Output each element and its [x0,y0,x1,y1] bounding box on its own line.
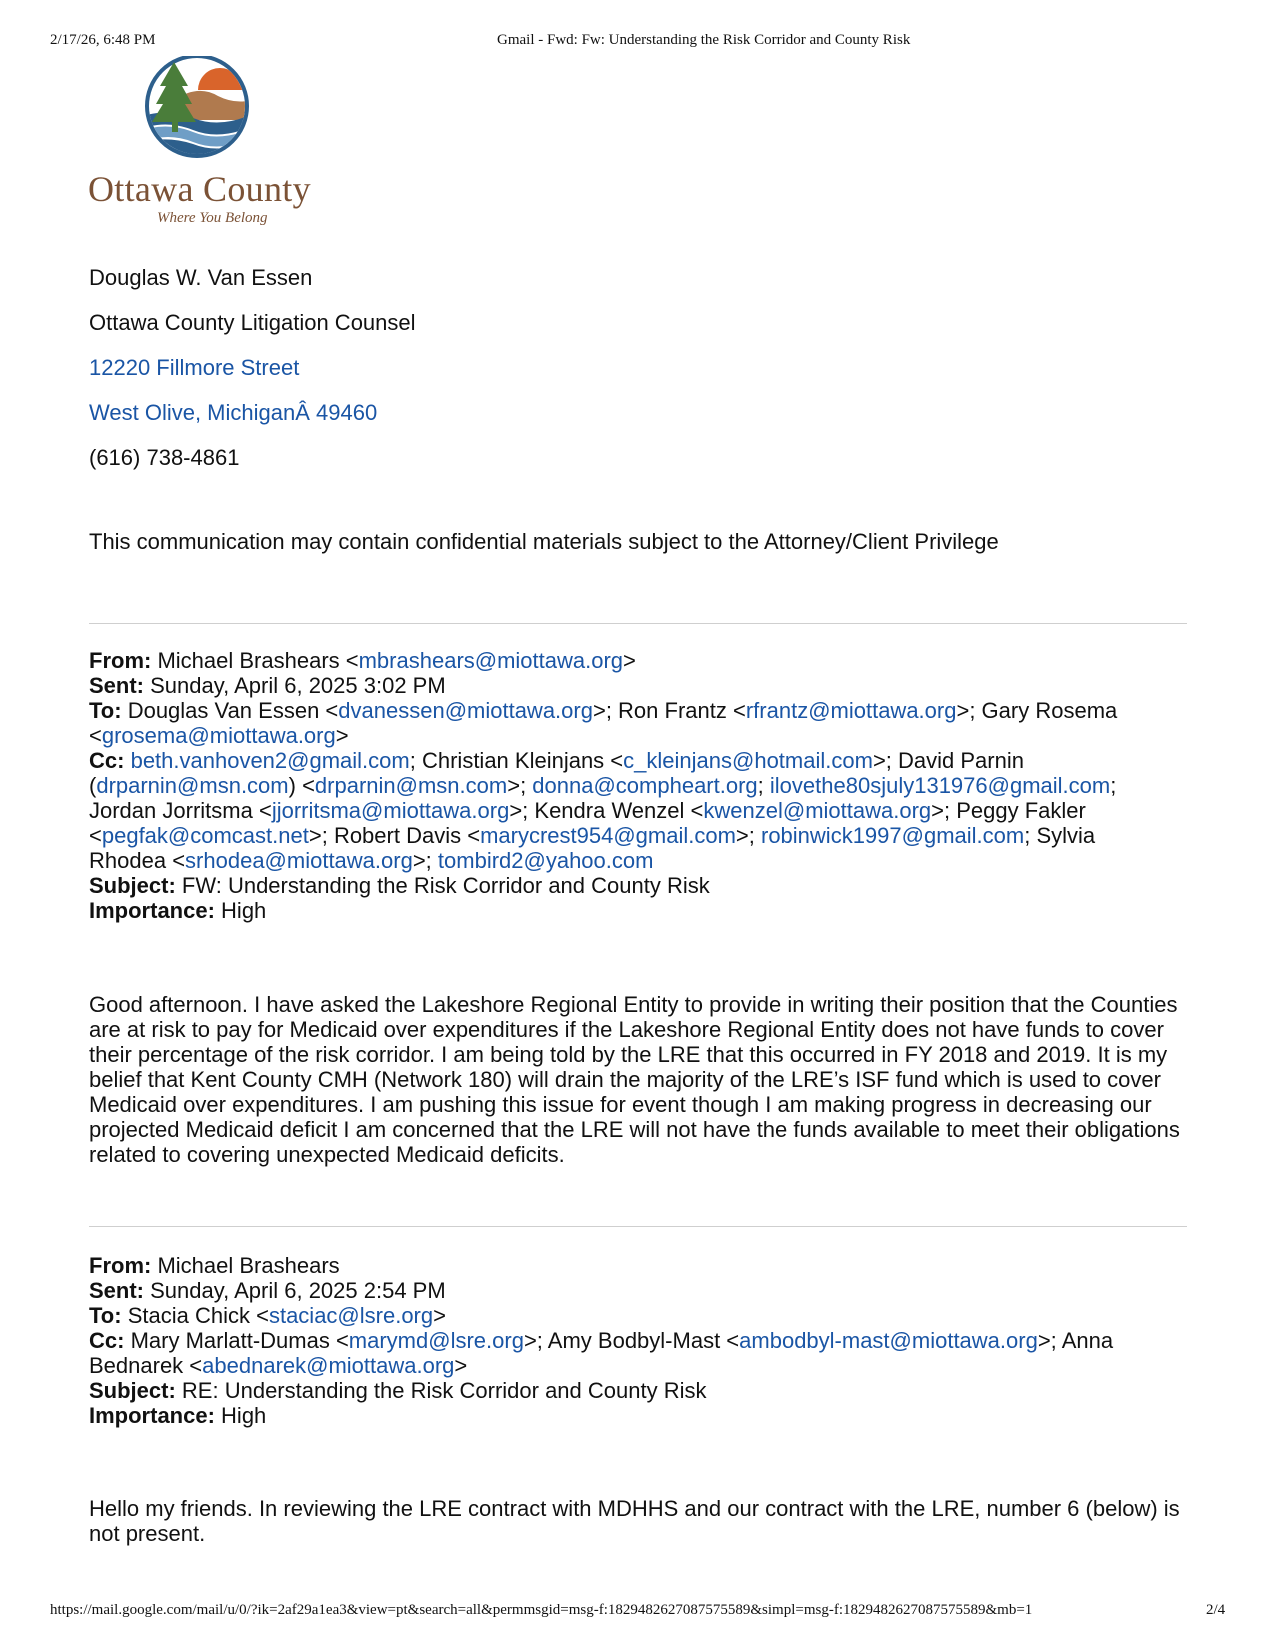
message1-cc-name: Jordan Jorritsma [89,798,253,823]
message1-cc-email[interactable]: srhodea@miottawa.org [185,848,413,873]
message2-to-email[interactable]: staciac@lsre.org [268,1303,434,1328]
message1-cc-name: Kendra Wenzel [534,798,685,823]
message1-cc-name: David Parnin [898,748,1024,773]
message1-cc-email[interactable]: beth.vanhoven2@gmail.com [130,748,410,773]
message1-importance: High [221,898,267,923]
from-label: From: [89,1253,152,1278]
print-url: https://mail.google.com/mail/u/0/?ik=2af29a1ea3&view=pt&search=all&permmsgid=msg-f:1829482627087575589&simpl=msg-f:1829482627087575589&mb=1 [50,1602,1033,1618]
message1-to-name: Gary Rosema [981,698,1118,723]
message1-cc-email[interactable]: kwenzel@miottawa.org [703,798,932,823]
message2-cc-name: Anna [1061,1328,1114,1353]
sent-label: Sent: [89,1278,144,1303]
message2-importance: High [221,1403,267,1428]
cc-label: Cc: [89,748,125,773]
message2-cc-name: Amy Bodbyl-Mast [547,1328,721,1353]
message1-to-name: Douglas Van Essen [127,698,320,723]
sent-label: Sent: [89,673,144,698]
from-label: From: [89,648,152,673]
message2-sent: Sunday, April 6, 2025 2:54 PM [150,1278,446,1303]
to-label: To: [89,698,122,723]
confidentiality-notice: This communication may contain confidential materials subject to the Attorney/Client Privilege [89,529,999,554]
message1-subject: FW: Understanding the Risk Corridor and County Risk [181,873,710,898]
message1-to-email[interactable]: grosema@miottawa.org [101,723,336,748]
divider [89,623,1187,624]
message1-cc-email[interactable]: tombird2@yahoo.com [437,848,654,873]
message1-from-name: Michael Brashears [157,648,340,673]
message2-cc-name: Bednarek [89,1353,184,1378]
message2-cc-name: Mary Marlatt-Dumas [130,1328,330,1353]
message1-to-email[interactable]: rfrantz@miottawa.org [745,698,957,723]
message1-to-email[interactable]: dvanessen@miottawa.org [338,698,593,723]
message1-cc-name: Robert Davis [333,823,462,848]
message1-cc-name: Christian Kleinjans [421,748,605,773]
message1-cc-email[interactable]: drparnin@msn.com [96,773,289,798]
message2-header: From: Michael Brashears Sent: Sunday, April 6, 2025 2:54 PM To: Stacia Chick <staciac@lsre.org> Cc: Mary Marlatt-Dumas <marymd@lsre.org>; Amy Bodbyl-Mast <ambodbyl-mast@miottawa.org>; Anna Bednarek <abednarek@miottawa.org> Subject: RE: Understanding the Risk Corridor and County Risk Importance: High [89,1253,1114,1428]
signature-title: Ottawa County Litigation Counsel [89,310,416,335]
message1-cc-email[interactable]: jjorritsma@miottawa.org [271,798,510,823]
subject-label: Subject: [89,873,176,898]
message1-cc-email[interactable]: ilovethe80sjuly131976@gmail.com [769,773,1111,798]
message1-cc-name: Sylvia [1036,823,1096,848]
message1-cc-email[interactable]: pegfak@comcast.net [101,823,309,848]
message1-cc-email[interactable]: robinwick1997@gmail.com [761,823,1025,848]
message2-cc-email[interactable]: marymd@lsre.org [348,1328,524,1353]
message2-to-name: Stacia Chick [127,1303,250,1328]
to-label: To: [89,1303,122,1328]
message1-cc-email[interactable]: drparnin@msn.com [314,773,508,798]
signature-phone: (616) 738-4861 [89,445,240,470]
message2-body: Hello my friends. In reviewing the LRE contract with MDHHS and our contract with the LRE, number 6 (below) is not present. [89,1496,1180,1546]
message1-header: From: Michael Brashears <mbrashears@miottawa.org> Sent: Sunday, April 6, 2025 3:02 PM To: Douglas Van Essen <dvanessen@miottawa.org>; Ron Frantz <rfrantz@miottawa.org>; Gary Rosema <grosema@miottawa.org> Cc: beth.vanhoven2@gmail.com; Christian Kleinjans <c_kleinjans@hotmail.com>; David Parnin (drparnin@msn.com) <drparnin@msn.com>; donna@compheart.org; ilovethe80sjuly131976@gmail.com; Jordan Jorritsma <jjorritsma@miottawa.org>; Kendra Wenzel <kwenzel@miottawa.org>; Peggy Fakler <pegfak@comcast.net>; Robert Davis <marycrest954@gmail.com>; robinwick1997@gmail.com; Sylvia Rhodea <srhodea@miottawa.org>; tombird2@yahoo.com Subject: FW: Understanding the Risk Corridor and County Risk Importance: High [89,648,1118,923]
divider [89,1226,1187,1227]
message2-from-name: Michael Brashears [157,1253,340,1278]
print-page-number: 2/4 [1206,1602,1226,1618]
message2-subject: RE: Understanding the Risk Corridor and County Risk [181,1378,707,1403]
signature-name: Douglas W. Van Essen [89,265,313,290]
message2-cc-email[interactable]: abednarek@miottawa.org [202,1353,455,1378]
message1-cc-name: Peggy Fakler [956,798,1086,823]
logo-tagline: Where You Belong [157,210,268,226]
subject-label: Subject: [89,1378,176,1403]
message1-cc-email[interactable]: donna@compheart.org [532,773,758,798]
logo-wordmark: Ottawa County [88,169,311,209]
signature-block [89,255,416,480]
message1-to-name: Ron Frantz [618,698,727,723]
message1-from-email[interactable]: mbrashears@miottawa.org [358,648,624,673]
importance-label: Importance: [89,898,215,923]
print-datetime: 2/17/26, 6:48 PM [50,32,156,48]
message1-cc-name: Rhodea [89,848,167,873]
message1-body: Good afternoon. I have asked the Lakeshore Regional Entity to provide in writing their position that the Counties are at risk to pay for Medicaid over expenditures if the Lakeshore Regional Entity does not have funds to cover their percentage of the risk corridor. I am being told by the LRE that this occurred in FY 2018 and 2019. It is my belief that Kent County CMH (Network 180) will drain the majority of the LRE’s ISF fund which is used to cover Medicaid over expenditures. I am pushing this issue for event though I am making progress in decreasing our projected Medicaid deficit I am concerned that the LRE will not have the funds available to meet their obligations related to covering unexpected Medicaid deficits. [89,992,1180,1167]
cc-label: Cc: [89,1328,125,1353]
print-title: Gmail - Fwd: Fw: Understanding the Risk Corridor and County Risk [497,32,911,48]
importance-label: Importance: [89,1403,215,1428]
message1-cc-email[interactable]: marycrest954@gmail.com [480,823,736,848]
signature-city-link[interactable]: West Olive, MichiganÂ 49460 [89,400,378,425]
signature-street-link[interactable]: 12220 Fillmore Street [89,355,300,380]
message1-cc-email[interactable]: c_kleinjans@hotmail.com [623,748,873,773]
message2-cc-email[interactable]: ambodbyl-mast@miottawa.org [739,1328,1038,1353]
message1-sent: Sunday, April 6, 2025 3:02 PM [150,673,446,698]
